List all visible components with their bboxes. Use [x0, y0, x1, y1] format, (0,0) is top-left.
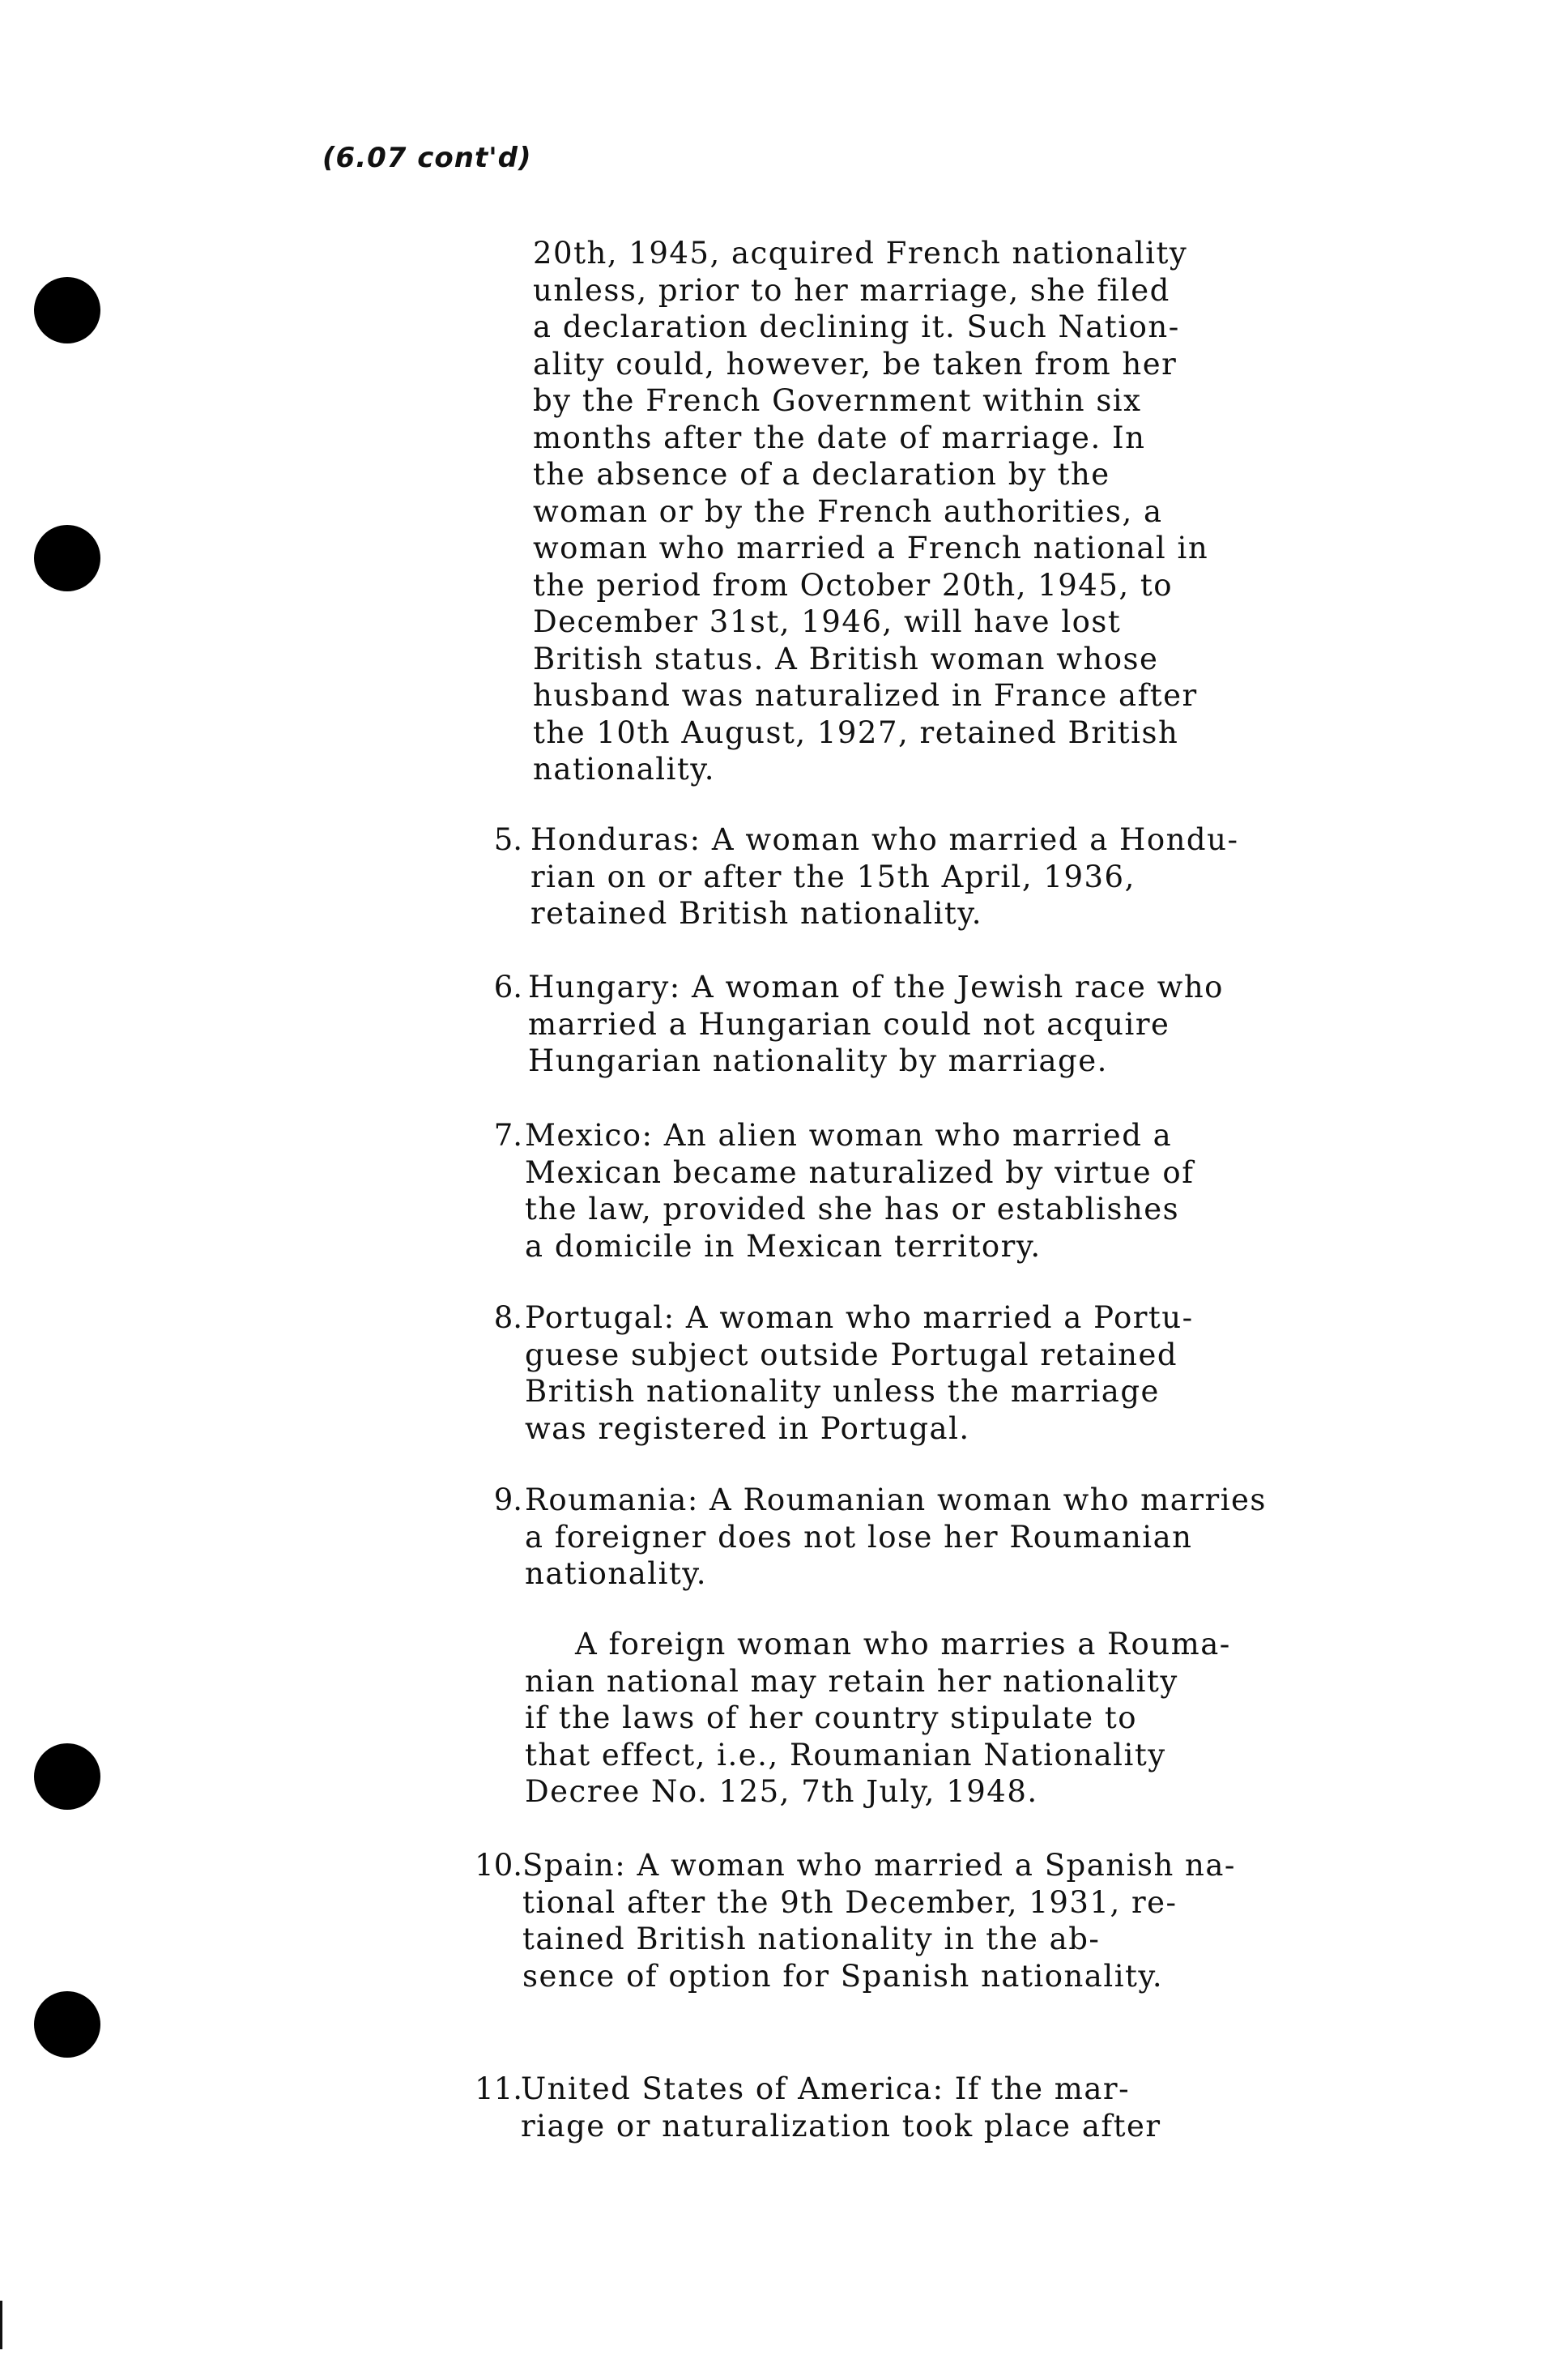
text-line: Decree No. 125, 7th July, 1948. — [525, 1774, 1038, 1809]
text-line: Roumania: A Roumanian woman who marries — [525, 1482, 1267, 1517]
text-line: sence of option for Spanish nationality. — [522, 1958, 1164, 1994]
text-line: by the French Government within six — [533, 383, 1142, 418]
text-line: the law, provided she has or establishes — [525, 1192, 1180, 1226]
text-line: tional after the 9th December, 1931, re- — [522, 1884, 1178, 1920]
text-line: Spain: A woman who married a Spanish na- — [522, 1848, 1236, 1883]
text-line: if the laws of her country stipulate to — [525, 1700, 1138, 1735]
text-line: a declaration declining it. Such Nation- — [533, 309, 1180, 344]
item-number: 7. — [493, 1118, 522, 1153]
text-line: Portugal: A woman who married a Portu- — [525, 1300, 1194, 1335]
text-line: retained British nationality. — [530, 896, 983, 931]
item-number: 10. — [475, 1848, 522, 1883]
list-item-roumania — [525, 1482, 1267, 1593]
list-item-united-states — [521, 2071, 1161, 2144]
text-line: A foreign woman who marries a Rouma- — [575, 1627, 1231, 1662]
list-item-roumania-continuation — [525, 1626, 1231, 1811]
text-line: British nationality unless the marriage — [525, 1374, 1160, 1409]
list-item-spain — [522, 1847, 1236, 1994]
punch-hole-2 — [34, 525, 100, 591]
text-line: nian national may retain her nationality — [525, 1663, 1178, 1699]
list-item-honduras — [530, 821, 1238, 932]
text-line: Hungarian nationality by marriage. — [528, 1043, 1108, 1078]
text-line: a domicile in Mexican territory. — [525, 1228, 1042, 1264]
text-line: the period from October 20th, 1945, to — [533, 567, 1174, 603]
item-number: 11. — [475, 2071, 522, 2106]
list-item-mexico — [525, 1117, 1194, 1265]
text-line: United States of America: If the mar- — [521, 2071, 1131, 2106]
item-number: 5. — [493, 822, 522, 857]
text-line: was registered in Portugal. — [525, 1410, 970, 1446]
text-line: Mexican became naturalized by virtue of — [525, 1154, 1195, 1190]
punch-hole-3 — [34, 1743, 100, 1810]
text-line: riage or naturalization took place after — [521, 2108, 1161, 2144]
text-line: December 31st, 1946, will have lost — [533, 604, 1122, 639]
text-line: nationality. — [525, 1556, 708, 1591]
margin-mark — [0, 2301, 2, 2349]
text-line: that effect, i.e., Roumanian Nationality — [525, 1737, 1166, 1772]
text-line: woman or by the French authorities, a — [533, 493, 1163, 529]
text-line: guese subject outside Portugal retained — [525, 1337, 1178, 1372]
text-line: nationality. — [533, 752, 716, 787]
item-number: 9. — [493, 1482, 522, 1517]
item-number: 8. — [493, 1300, 522, 1335]
text-line: a foreigner does not lose her Roumanian — [525, 1519, 1193, 1555]
text-line: the absence of a declaration by the — [533, 457, 1110, 492]
text-line: British status. A British woman whose — [533, 641, 1159, 676]
text-line: 20th, 1945, acquired French nationality — [533, 236, 1188, 271]
list-item-hungary — [528, 969, 1224, 1080]
text-line: tained British nationality in the ab- — [522, 1922, 1101, 1956]
text-line: woman who married a French national in — [533, 531, 1209, 565]
text-line: Mexico: An alien woman who married a — [525, 1118, 1173, 1153]
text-line: months after the date of marriage. In — [533, 420, 1146, 455]
text-line: rian on or after the 15th April, 1936, — [530, 859, 1136, 894]
text-line: husband was naturalized in France after — [533, 678, 1198, 713]
list-item-portugal — [525, 1299, 1194, 1447]
continuation-paragraph — [533, 235, 1208, 788]
text-line: Hungary: A woman of the Jewish race who — [528, 970, 1224, 1005]
text-line: ality could, however, be taken from her — [533, 346, 1178, 382]
text-line: married a Hungarian could not acquire — [528, 1006, 1170, 1042]
text-line: the 10th August, 1927, retained British — [533, 715, 1179, 750]
text-line: Honduras: A woman who married a Hondu- — [530, 822, 1239, 857]
section-header: (6.07 cont'd) — [322, 142, 532, 174]
punch-hole-1 — [34, 277, 100, 343]
punch-hole-4 — [34, 1991, 100, 2058]
item-number: 6. — [493, 970, 522, 1005]
text-line: unless, prior to her marriage, she filed — [533, 272, 1170, 308]
